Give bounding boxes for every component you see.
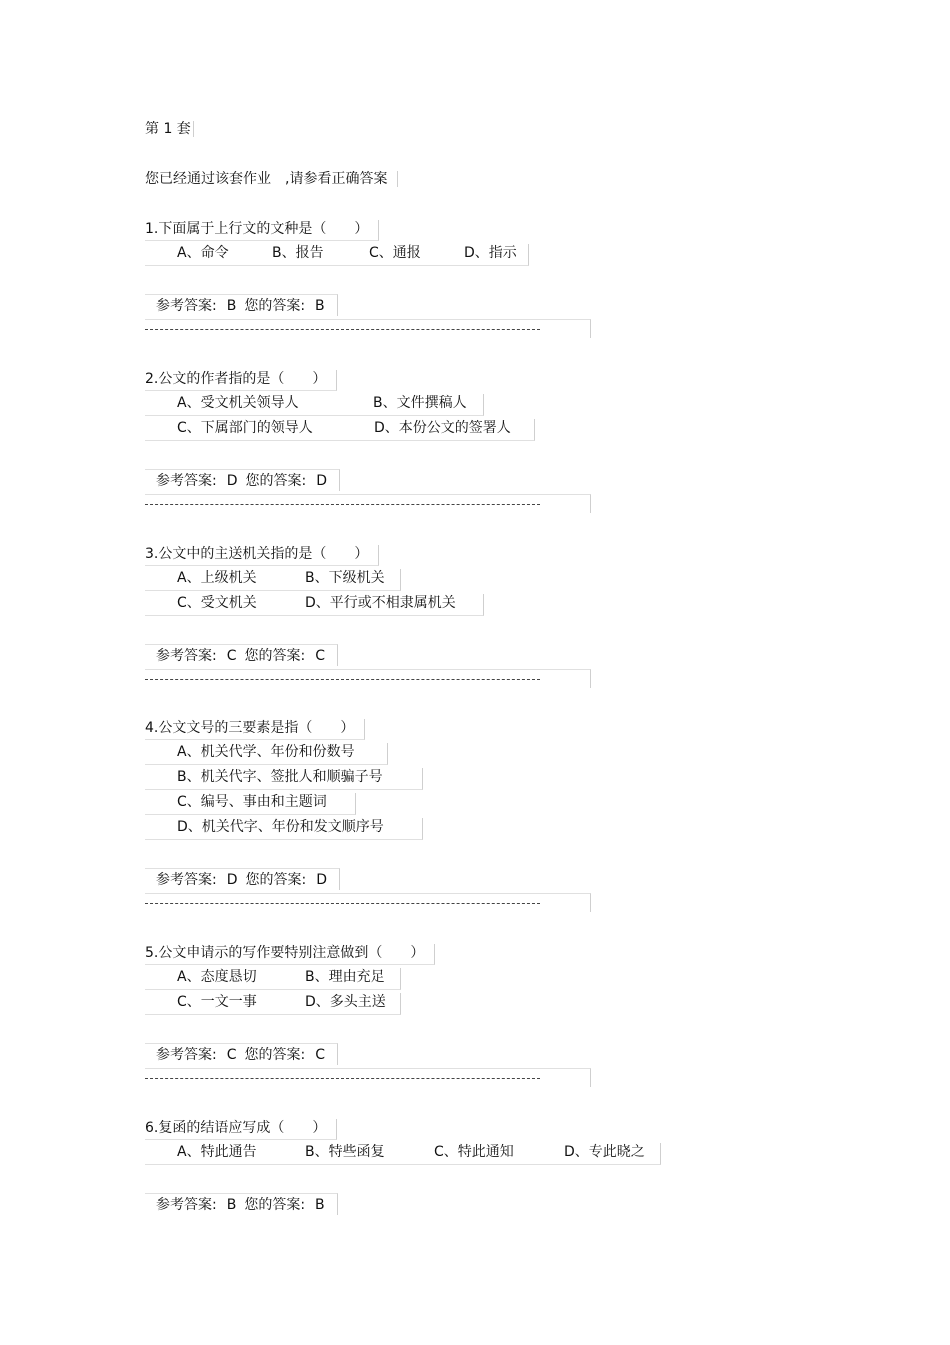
option-c: C、通报 <box>369 245 421 261</box>
question-4 <box>0 719 950 919</box>
option-b: B、机关代字、签批人和顺骗子号 <box>177 769 383 785</box>
options-row <box>145 818 423 840</box>
question-title: 3.公文中的主送机关指的是（ ） <box>145 545 379 566</box>
your-answer-label: 您的答案: <box>244 298 306 314</box>
option-b: B、特些函复 <box>305 1144 385 1160</box>
question-3 <box>0 545 950 720</box>
separator <box>145 1068 591 1087</box>
your-answer-value: B <box>315 1197 325 1213</box>
your-answer-value: B <box>315 298 325 314</box>
option-a: A、机关代学、年份和份数号 <box>177 744 355 760</box>
option-a: A、命令 <box>177 245 229 261</box>
ref-answer-value: B <box>226 1197 237 1213</box>
options-row <box>145 968 401 990</box>
your-answer-label: 您的答案: <box>244 1047 306 1063</box>
your-answer-label: 您的答案: <box>244 648 306 664</box>
ref-answer-label: 参考答案: <box>156 1197 217 1213</box>
options-row <box>145 1143 661 1165</box>
ref-answer-value: C <box>226 1047 237 1063</box>
answer-line <box>145 294 338 316</box>
question-1 <box>0 220 950 395</box>
answer-line <box>145 469 340 491</box>
separator <box>145 669 591 688</box>
option-d: D、专此晓之 <box>564 1144 645 1160</box>
question-title: 6.复函的结语应写成（ ） <box>145 1119 337 1140</box>
option-b: B、报告 <box>272 245 324 261</box>
option-d: D、本份公文的签署人 <box>374 420 511 436</box>
your-answer-value: D <box>316 473 327 489</box>
ref-answer-label: 参考答案: <box>156 298 217 314</box>
option-b: B、下级机关 <box>305 570 385 586</box>
separator <box>145 494 591 513</box>
option-c: C、一文一事 <box>177 994 257 1010</box>
option-d: D、平行或不相隶属机关 <box>305 595 456 611</box>
option-a: A、上级机关 <box>177 570 257 586</box>
options-row <box>145 594 484 616</box>
options-row <box>145 743 388 765</box>
set-title: 第 1 套 <box>145 120 194 138</box>
question-title: 5.公文申请示的写作要特别注意做到（ ） <box>145 944 435 965</box>
your-answer-label: 您的答案: <box>245 872 307 888</box>
options-row <box>145 419 535 441</box>
ref-answer-value: C <box>226 648 237 664</box>
notice-text: 您已经通过该套作业 ,请参看正确答案 <box>145 170 398 188</box>
option-a: A、态度恳切 <box>177 969 257 985</box>
answer-line <box>145 868 340 890</box>
ref-answer-value: B <box>226 298 237 314</box>
question-6 <box>0 1119 950 1229</box>
your-answer-label: 您的答案: <box>245 473 307 489</box>
question-title: 2.公文的作者指的是（ ） <box>145 370 337 391</box>
options-row <box>145 768 423 790</box>
your-answer-value: C <box>315 1047 325 1063</box>
answer-line <box>145 1193 338 1215</box>
option-c: C、特此通知 <box>434 1144 514 1160</box>
question-2 <box>0 370 950 545</box>
separator <box>145 319 591 338</box>
ref-answer-label: 参考答案: <box>156 872 217 888</box>
answer-line <box>145 644 338 666</box>
option-b: B、文件撰稿人 <box>373 395 467 411</box>
separator <box>145 893 591 912</box>
your-answer-label: 您的答案: <box>244 1197 306 1213</box>
ref-answer-value: D <box>226 473 238 489</box>
ref-answer-label: 参考答案: <box>156 1047 217 1063</box>
option-d: D、机关代字、年份和发文顺序号 <box>177 819 384 835</box>
option-d: D、多头主送 <box>305 994 386 1010</box>
options-row <box>145 244 529 266</box>
options-row <box>145 993 401 1015</box>
option-c: C、编号、事由和主题词 <box>177 794 327 810</box>
options-row <box>145 569 401 591</box>
ref-answer-label: 参考答案: <box>156 648 217 664</box>
option-d: D、指示 <box>464 245 517 261</box>
your-answer-value: D <box>316 872 327 888</box>
option-c: C、下属部门的领导人 <box>177 420 313 436</box>
option-b: B、理由充足 <box>305 969 385 985</box>
option-a: A、受文机关领导人 <box>177 395 299 411</box>
question-title: 4.公文文号的三要素是指（ ） <box>145 719 365 740</box>
option-a: A、特此通告 <box>177 1144 257 1160</box>
ref-answer-value: D <box>226 872 238 888</box>
your-answer-value: C <box>315 648 325 664</box>
question-5 <box>0 944 950 1119</box>
options-row <box>145 793 356 815</box>
question-title: 1.下面属于上行文的文种是（ ） <box>145 220 379 241</box>
answer-line <box>145 1043 338 1065</box>
options-row <box>145 394 484 416</box>
option-c: C、受文机关 <box>177 595 257 611</box>
ref-answer-label: 参考答案: <box>156 473 217 489</box>
